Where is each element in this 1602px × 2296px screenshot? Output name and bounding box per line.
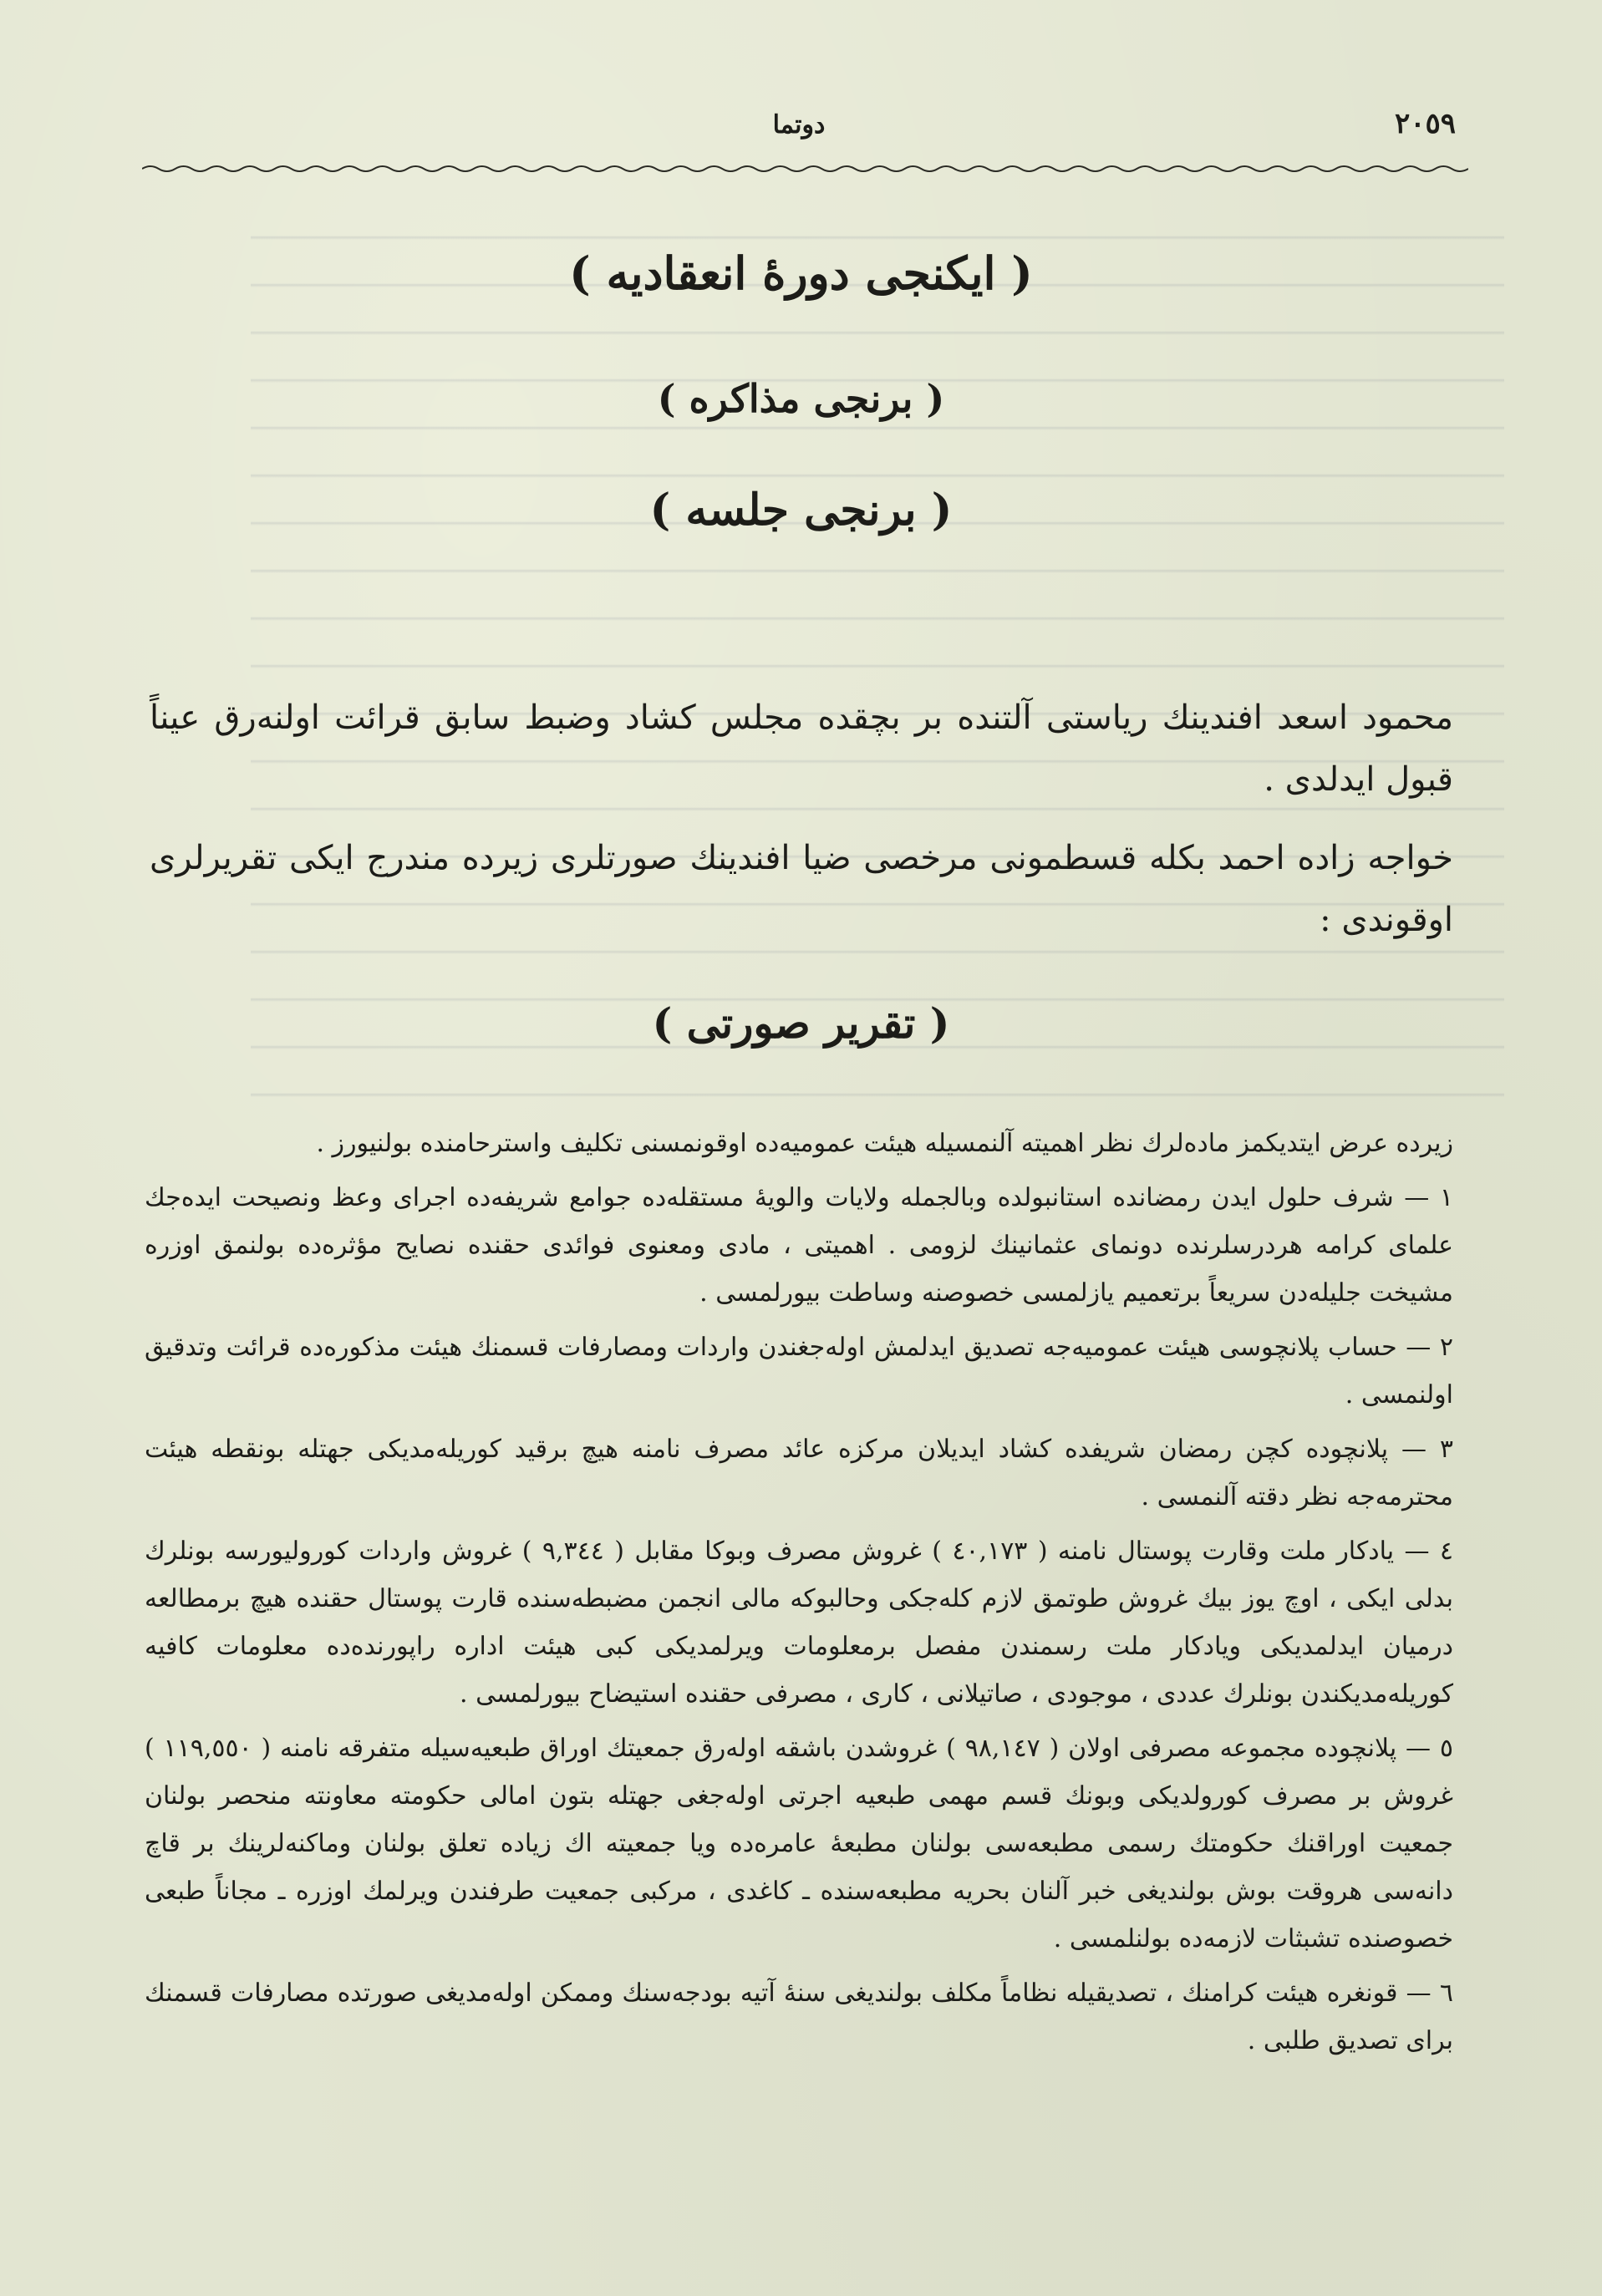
motion-body [145, 1120, 1453, 2071]
sitting-title: ( برنجی جلسه ) [649, 485, 953, 536]
motion-item-4: ٤ — یادکار ملت وقارت پوستال نامنه ( ٤٠,١٧٣ ) غروش مصرف وبوکا مقابل ( ٩,٣٤٤ ) غروش واردات کورولیورسه بونلرك بدلی ایکی ، اوچ یوز بیك غروش طوتمق لازم کله‌جکی وحالبوکه مالی انجمن مضبطه‌سنده قارت پوستال حقنده هیچ برمطالعه درمیان ایدلمدیکی ویادکار ملت رسمندن مفصل برمعلومات ویرلمدیکی کبی هیئت اداره راپورنده‌ده معلومات کافیه کوریله‌مدیکندن بونلرك عددی ، موجودی ، صاتیلانی ، کاری ، مصرفی حقنده استیضاح بیورلمسی . [145, 1537, 1453, 1709]
motion-item-6: ٦ — قونغره هیئت کرامنك ، تصدیقیله نظاماً مکلف بولندیغی سنهٔ آتیه بودجه‌سنك وممکن اوله‌مدیغی صورتده مصارفات قسمنك برای تصدیق طلبی . [145, 1979, 1453, 2055]
running-head: دوتما [772, 110, 826, 140]
motion-item-5: ٥ — پلانچوده مجموعه مصرفی اولان ( ٩٨,١٤٧ ) غروشدن باشقه اوله‌رق جمعیتك اوراق طبعیه‌سیله متفرقه نامنه ( ١١٩,٥٥٠ ) غروش بر مصرف کورولدیکی وبونك قسم مهمی طبعیه اجرتی اوله‌جغی جهتله بتون امالی حکومته معاونته منحصر بولنان جمعیت اوراقنك حکومتك رسمی مطبعه‌سی بولنان مطبعهٔ عامره‌ده ویا جمعیته اك زیاده تعلق بولنان وماکنه‌لرینك بر قاچ دانه‌سی هروقت بوش بولندیغی خبر آلنان بحریه مطبعه‌سنده ـ کاغدی ، مرکبی جمعیت طرفندن ویرلمك اوزره ـ مجاناً طبعی خصوصنده تشبثات لازمه‌ده بولنلمسی . [145, 1734, 1453, 1953]
motion-item-1: ١ — شرف حلول ایدن رمضانده استانبولده وبالجمله ولایات والویهٔ مستقله‌ده جوامع شریفه‌ده اجرای وعظ ونصیحت ایده‌جك علمای کرامه هردرسلرنده دونمای عثمانینك لزومی . اهمیتی ، مادی ومعنوی فوائدی حقنده نصایح مؤثره‌ده بولنمق اوزره مشیخت جلیله‌دن سریعاً برتعمیم یازلمسی خصوصنه وساطت بیورلمسی . [145, 1183, 1453, 1308]
session-title: ( برنجی مذاکره ) [657, 376, 945, 421]
header-wavy-rule [142, 164, 1468, 174]
motion-intro: زیرده عرض ایتدیکمز ماده‌لرك نظر اهمیته آلنمسیله هیئت عمومیه‌ده اوقونمسنی تکلیف واسترحامنده بولنیورز . [316, 1129, 1453, 1158]
page-number: ٢٠٥٩ [1394, 107, 1456, 140]
period-title: ( ایکنجی دورهٔ انعقادیه ) [569, 246, 1033, 300]
bleed-through-texture [251, 192, 1504, 1111]
motion-item-3: ٣ — پلانچوده کچن رمضان شریفده کشاد ایدیلان مرکزه عائد مصرف نامنه هیچ برقید کوریله‌مدیکی جهتله بونقطه هیئت محترمه‌جه نظر دقته آلنمسی . [145, 1435, 1453, 1511]
page-header [142, 107, 1456, 157]
motion-item-2: ٢ — حساب پلانچوسی هیئت عمومیه‌جه تصدیق ایدلمش اوله‌جغندن واردات ومصارفات قسمنك هیئت مذکوره‌ده قرائت وتدقیق اولنمسی . [145, 1333, 1453, 1410]
motion-heading: ( تقریر صورتی ) [652, 998, 950, 1048]
opening-paragraph: محمود اسعد افندینك ریاستی آلتنده بر بچقده مجلس کشاد وضبط سابق قرائت اولنه‌رق عیناً قبول ایدلدی . [150, 698, 1453, 799]
motion-intro-paragraph: خواجه زاده احمد بکله قسطمونی مرخصی ضیا افندینك صورتلری زیرده مندرج ایکی تقریرلری اوقوندی : [150, 839, 1453, 939]
